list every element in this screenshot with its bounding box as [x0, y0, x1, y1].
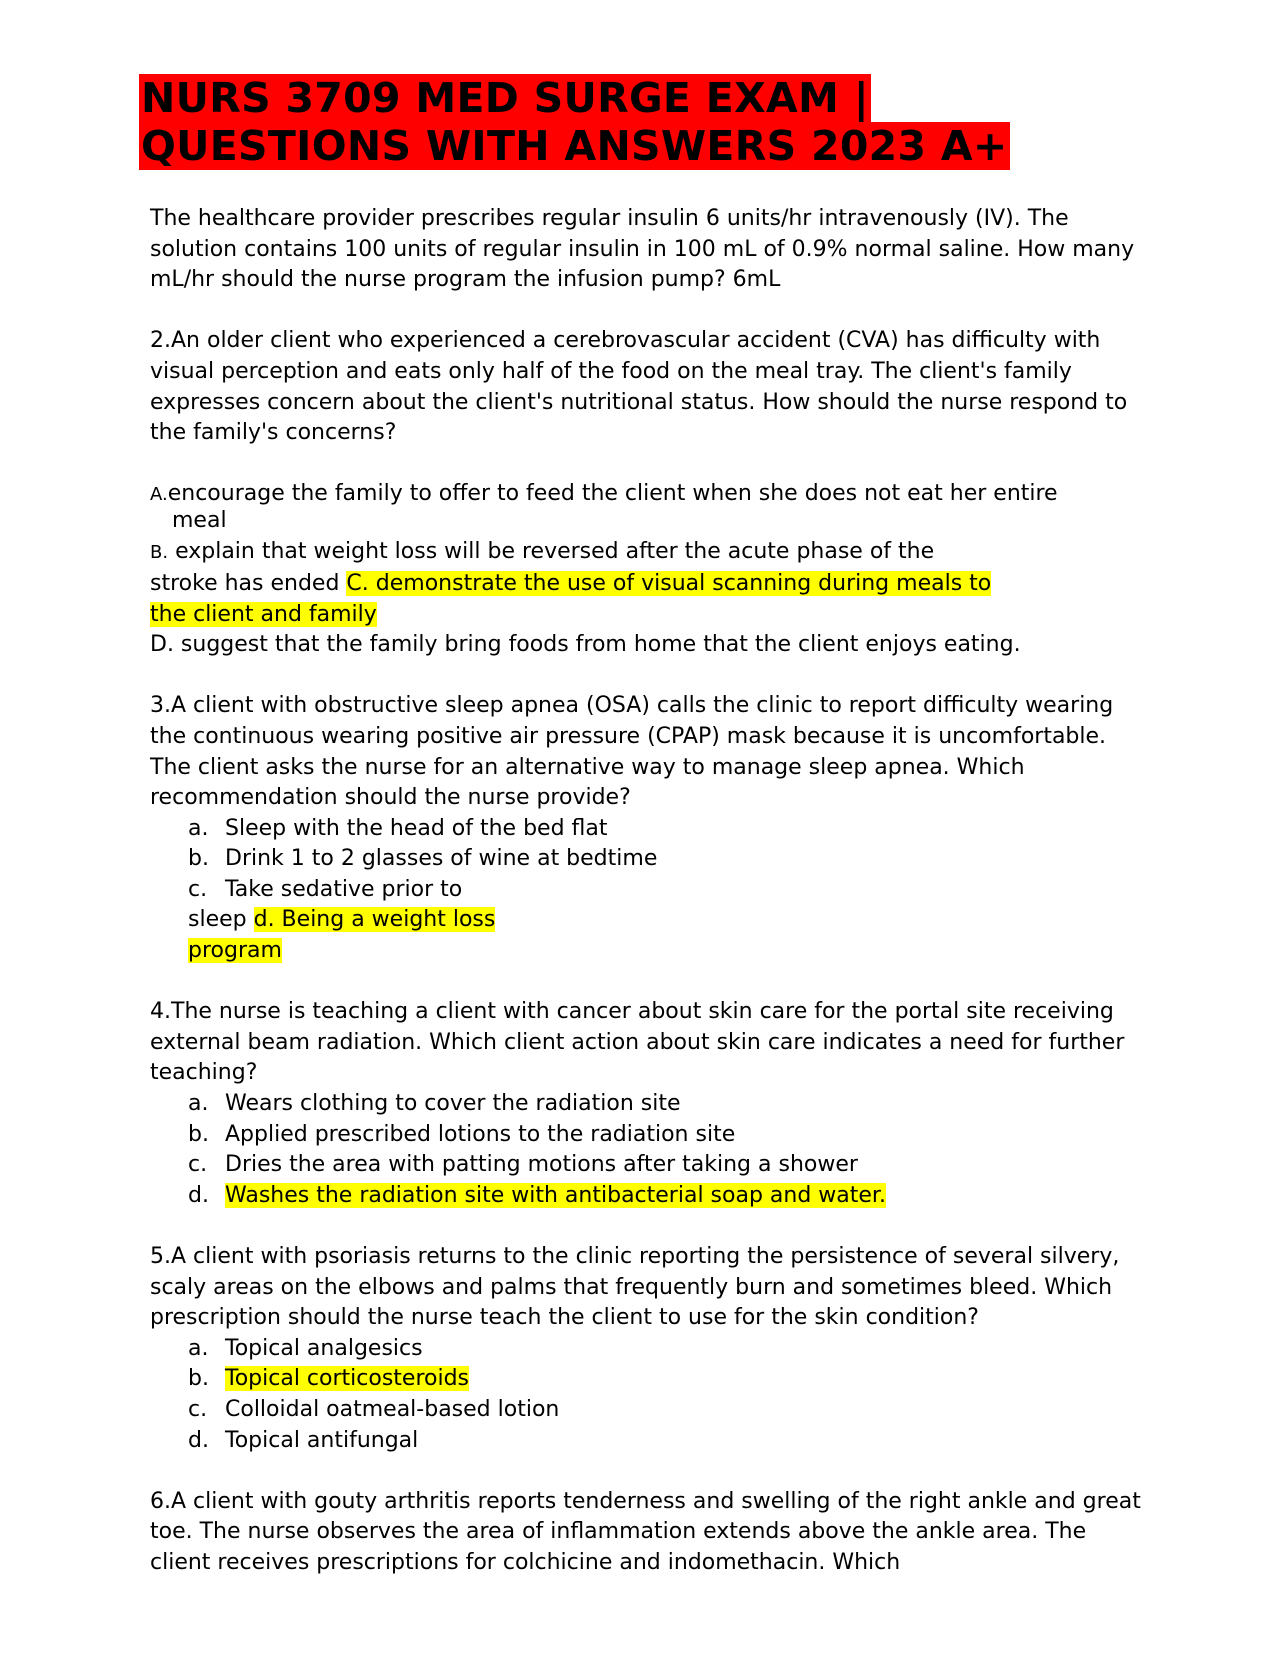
option-a-letter: A. — [150, 484, 168, 506]
option-marker: b. — [188, 1366, 209, 1392]
question-4-text: The nurse is teaching a client with cancer about skin care for the portal site receiving external beam radiation. Which client action about skin care indicates a need for further teaching? — [150, 999, 1125, 1086]
question-1-text: The healthcare provider prescribes regular insulin 6 units/hr intravenously (IV). The solution contains 100 units of regular insulin in 100 mL of 0.9% normal saline. How many mL/hr should the nurse program the infusion pump? 6mL — [150, 206, 1135, 293]
question-3-option-a — [150, 814, 1150, 845]
option-text: Dries the area with patting motions after taking a shower — [225, 1152, 858, 1178]
question-4-number: 4. — [150, 999, 171, 1025]
option-text: Drink 1 to 2 glasses of wine at bedtime — [225, 846, 658, 872]
question-3-option-c-d — [150, 905, 1150, 936]
option-marker: a. — [188, 815, 209, 841]
option-a-text: encourage the family to offer to feed the client when she does not eat her entire — [167, 481, 1058, 507]
option-text: Colloidal oatmeal-based lotion — [225, 1396, 560, 1422]
option-b-text-cont: stroke has ended — [150, 570, 347, 596]
option-text: Sleep with the head of the bed flat — [225, 815, 608, 841]
question-5-option-b — [150, 1364, 1150, 1395]
option-marker: d. — [188, 1182, 209, 1208]
question-4 — [150, 997, 1150, 1089]
question-3-text: A client with obstructive sleep apnea (OSA) calls the clinic to report difficulty wearing the continuous wearing positive air pressure (CPAP) mask because it is uncomfortable. The client asks the nurse for an alternative way to manage sleep apnea. Which recommendation should the nurse provide? — [150, 693, 1114, 811]
option-b-correct-answer: Topical corticosteroids — [225, 1366, 469, 1392]
option-c-correct-answer-cont: the client and family — [150, 601, 377, 627]
option-marker: c. — [188, 1396, 208, 1422]
question-2-option-a — [150, 481, 1150, 534]
option-d-correct-answer: Washes the radiation site with antibacterial soap and water. — [225, 1182, 886, 1208]
question-3-number: 3. — [150, 693, 171, 719]
question-6 — [150, 1487, 1150, 1579]
question-4-option-d — [150, 1181, 1150, 1212]
question-3 — [150, 691, 1150, 813]
option-b-text: explain that weight loss will be reversed after the acute phase of the — [168, 539, 935, 565]
option-text: Take sedative prior to — [225, 876, 463, 902]
document-body — [150, 204, 1150, 1579]
question-3-option-d-cont — [150, 936, 1150, 967]
option-marker: a. — [188, 1335, 209, 1361]
question-4-option-a — [150, 1089, 1150, 1120]
document-title — [139, 74, 1010, 170]
question-2-option-c-cont — [150, 600, 1150, 631]
question-5-option-c — [150, 1395, 1150, 1426]
option-marker: b. — [188, 846, 209, 872]
question-2-option-b — [150, 537, 1150, 569]
question-2-option-d: D. suggest that the family bring foods from home that the client enjoys eating. — [150, 632, 1021, 658]
question-6-number: 6. — [150, 1488, 171, 1514]
question-4-option-b — [150, 1120, 1150, 1151]
option-d-correct-answer: d. Being a weight loss — [253, 907, 496, 933]
question-3-option-c — [150, 875, 1150, 906]
question-2-option-b-c — [150, 569, 1150, 600]
option-c-correct-answer: C. demonstrate the use of visual scanning during meals to — [346, 570, 992, 596]
question-5-number: 5. — [150, 1244, 171, 1269]
question-4-options — [150, 1089, 1150, 1211]
title-line-2: QUESTIONS WITH ANSWERS 2023 A+ — [141, 122, 1008, 170]
question-5-options — [150, 1334, 1150, 1456]
question-2 — [150, 326, 1150, 448]
question-5-option-d — [150, 1426, 1150, 1457]
option-d-correct-answer-cont: program — [188, 938, 282, 964]
option-text-cont: sleep — [188, 907, 254, 933]
option-marker: a. — [188, 1091, 209, 1117]
question-2-number: 2. — [150, 328, 171, 354]
option-text: Topical antifungal — [225, 1427, 419, 1453]
question-5-option-a — [150, 1334, 1150, 1365]
option-marker: c. — [188, 876, 208, 902]
option-text: Topical analgesics — [225, 1335, 423, 1361]
option-text: Wears clothing to cover the radiation site — [225, 1091, 681, 1117]
option-b-letter: B. — [150, 542, 169, 564]
option-marker: c. — [188, 1152, 208, 1178]
question-5-text: A client with psoriasis returns to the clinic reporting the persistence of several silvery, scaly areas on the elbows and palms that frequently burn and sometimes bleed. Which prescription should the nurse teach the client to use for the skin condition? — [150, 1244, 1120, 1331]
question-6-text: A client with gouty arthritis reports tenderness and swelling of the right ankle and great toe. The nurse observes the area of inflammation extends above the ankle area. The client receives prescriptions for colchicine and indomethacin. Which — [150, 1488, 1141, 1575]
question-3-option-b — [150, 844, 1150, 875]
question-3-options — [150, 814, 1150, 967]
question-4-option-c — [150, 1150, 1150, 1181]
option-a-text-cont: meal — [172, 508, 227, 534]
title-line-1: NURS 3709 MED SURGE EXAM | — [141, 74, 870, 122]
question-2-text: An older client who experienced a cerebrovascular accident (CVA) has difficulty with visual perception and eats only half of the food on the meal tray. The client's family expresses concern about the client's nutritional status. How should the nurse respond to the family's concerns? — [150, 328, 1128, 446]
option-marker: b. — [188, 1121, 209, 1147]
option-marker: d. — [188, 1427, 209, 1453]
option-text: Applied prescribed lotions to the radiation site — [225, 1121, 736, 1147]
question-5 — [150, 1242, 1150, 1334]
